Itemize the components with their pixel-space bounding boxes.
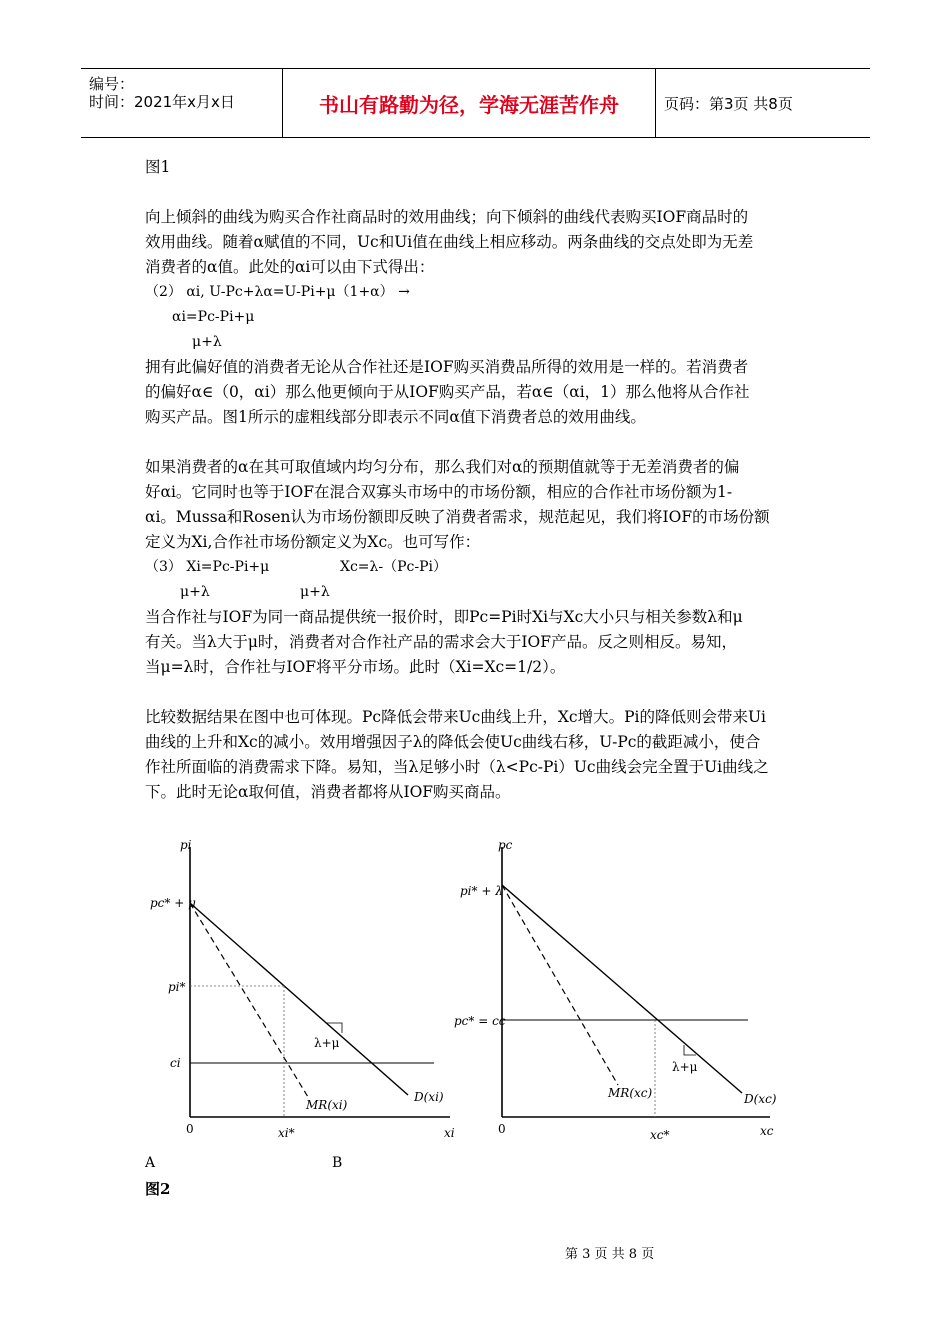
paragraph-line: 下。此时无论α取何值，消费者都将从IOF购买商品。 xyxy=(145,783,511,801)
equation-3-xc: Xc=λ-（Pc-Pi） xyxy=(340,559,448,575)
panel-b-label: B xyxy=(332,1155,343,1171)
paragraph-line: 当合作社与IOF为同一商品提供统一报价时，即Pc=Pi时Xi与Xc大小只与相关参数λ和μ xyxy=(145,608,743,626)
paragraph-line: 如果消费者的α在其可取值域内均匀分布，那么我们对α的预期值就等于无差消费者的偏 xyxy=(145,458,740,476)
demand-curve-label: D(xi) xyxy=(414,1090,444,1104)
equation-3-xi: （3） Xi=Pc-Pi+μ xyxy=(145,559,270,575)
paragraph-line: 拥有此偏好值的消费者无论从合作社还是IOF购买消费品所得的效用是一样的。若消费者 xyxy=(145,358,749,376)
mr-curve-label: MR(xc) xyxy=(608,1086,653,1100)
equation-3-xc-denominator: μ+λ xyxy=(300,584,330,600)
origin-label: 0 xyxy=(186,1122,194,1136)
cost-label: ci xyxy=(170,1056,181,1070)
demand-line xyxy=(502,885,742,1093)
quantity-label: xi* xyxy=(278,1126,295,1140)
marginal-revenue-line xyxy=(190,903,308,1097)
figure-1-caption: 图1 xyxy=(145,158,171,176)
slope-label: λ+μ xyxy=(672,1060,698,1074)
demand-curve-label: D(xc) xyxy=(744,1092,777,1106)
paragraph-line: 当μ=λ时，合作社与IOF将平分市场。此时（Xi=Xc=1/2）。 xyxy=(145,658,566,676)
demand-line xyxy=(190,903,408,1095)
y-axis-label: pi xyxy=(180,838,192,852)
slope-label: λ+μ xyxy=(314,1036,340,1050)
intercept-label: pi* + λ xyxy=(460,884,503,898)
paragraph-line: 曲线的上升和Xc的减小。效用增强因子λ的降低会使Uc曲线右移，U-Pc的截距减小，使合 xyxy=(145,733,761,751)
price-label: pc* = cc xyxy=(454,1014,506,1028)
paragraph-line: 有关。当λ大于μ时，消费者对合作社产品的需求会大于IOF产品。反之则相反。易知， xyxy=(145,633,737,651)
paragraph-line: 效用曲线。随着α赋值的不同，Uc和Ui值在曲线上相应移动。两条曲线的交点处即为无差 xyxy=(145,233,754,251)
doc-code-label: 编号： xyxy=(89,75,135,93)
paragraph-line: 向上倾斜的曲线为购买合作社商品时的效用曲线；向下倾斜的曲线代表购买IOF商品时的 xyxy=(145,208,749,226)
header-motto: 书山有路勤为径，学海无涯苦作舟 xyxy=(283,69,656,137)
figure-2-panel-b xyxy=(450,835,790,1155)
page-header xyxy=(81,68,870,138)
equation-2-line: （2） αi, U-Pc+λα=U-Pi+μ（1+α） → xyxy=(145,284,410,300)
equation-2-denominator: μ+λ xyxy=(192,334,222,350)
origin-label: 0 xyxy=(498,1122,506,1136)
equation-2-numerator: αi=Pc-Pi+μ xyxy=(172,309,255,325)
header-page-number: 页码：第3页 共8页 xyxy=(664,94,793,113)
price-label: pi* xyxy=(168,980,186,994)
paragraph-line: αi。Mussa和Rosen认为市场份额即反映了消费者需求，规范起见，我们将IOF的市场份额 xyxy=(145,508,770,526)
panel-a-label: A xyxy=(145,1155,156,1171)
x-axis-label: xc xyxy=(760,1124,774,1138)
paragraph-line: 购买产品。图1所示的虚粗线部分即表示不同α值下消费者总的效用曲线。 xyxy=(145,408,646,426)
equation-3-xi-denominator: μ+λ xyxy=(180,584,210,600)
intercept-label: pc* + μ xyxy=(150,896,196,910)
paragraph-line: 定义为Xi,合作社市场份额定义为Xc。也可写作： xyxy=(145,533,481,551)
x-axis-label: xi xyxy=(444,1126,455,1140)
y-axis-label: pc xyxy=(498,838,513,852)
paragraph-line: 比较数据结果在图中也可体现。Pc降低会带来Uc曲线上升，Xc增大。Pi的降低则会带来Ui xyxy=(145,708,766,726)
quantity-label: xc* xyxy=(650,1128,670,1142)
paragraph-line: 好αi。它同时也等于IOF在混合双寡头市场中的市场份额，相应的合作社市场份额为1- xyxy=(145,483,733,501)
figure-2-caption: 图2 xyxy=(145,1180,171,1198)
slope-marker xyxy=(684,1045,696,1055)
figure-2-panel-a xyxy=(150,835,470,1155)
marginal-revenue-line xyxy=(502,885,618,1085)
doc-time-label: 时间：2021年x月x日 xyxy=(89,93,235,111)
paragraph-line: 消费者的α值。此处的αi可以由下式得出： xyxy=(145,258,435,276)
paragraph-line: 的偏好α∈（0，αi）那么他更倾向于从IOF购买产品，若α∈（αi，1）那么他将从合作社 xyxy=(145,383,750,401)
page-footer: 第 3 页 共 8 页 xyxy=(565,1247,655,1262)
header-meta-cell xyxy=(81,69,283,137)
paragraph-line: 作社所面临的消费需求下降。易知，当λ足够小时（λ<Pc-Pi）Uc曲线会完全置于Ui曲线之 xyxy=(145,758,769,776)
mr-curve-label: MR(xi) xyxy=(306,1098,348,1112)
